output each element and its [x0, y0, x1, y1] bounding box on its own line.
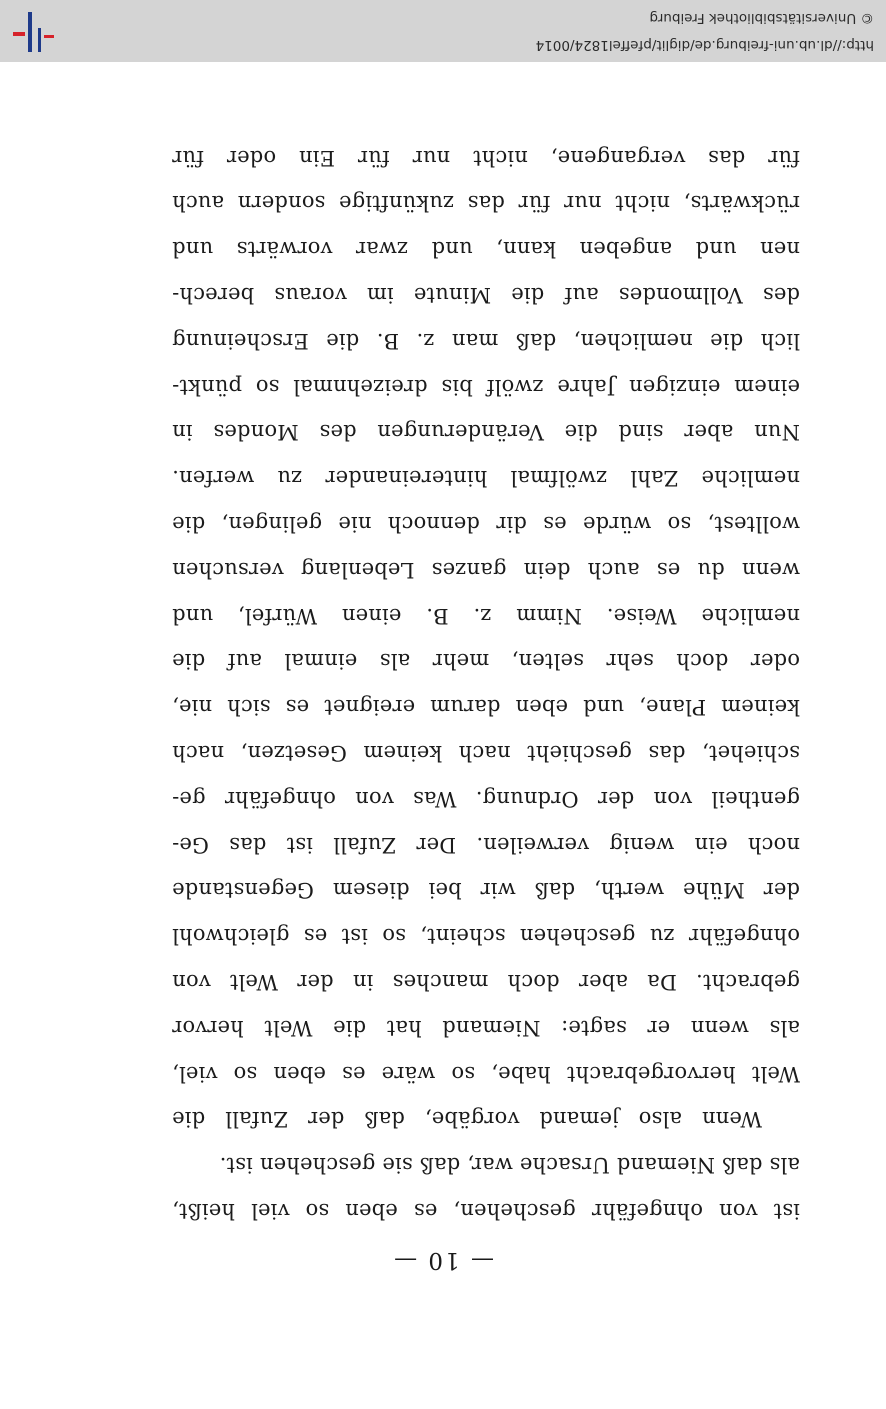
text-line: gentheil von der Ordnung. Was von ohngefähr ge- — [172, 786, 800, 811]
text-line: für das vergangene, nicht nur für Ein oder für — [172, 145, 800, 170]
text-line: des Vollmondes auf die Minute im voraus berech- — [172, 283, 800, 308]
text-line: ohngefähr zu geschehen scheint, so ist es gleichwohl — [172, 924, 800, 949]
text-line: Nun aber sind die Veränderungen des Mondes in — [172, 420, 800, 445]
text-line: der Mühe werth, daß wir bei diesem Gegenstande — [172, 878, 800, 903]
footer-bar — [0, 0, 886, 62]
ub-freiburg-logo-icon — [12, 10, 54, 52]
text-line: schiehet, das geschieht nach keinem Gesetzen, nach — [172, 741, 800, 766]
text-line: oder doch sehr selten, mehr als einmal auf die — [172, 649, 800, 674]
text-line: ist von ohngefähr geschehen, es eben so viel heißt, — [172, 1199, 800, 1223]
copyright-notice: © Universitätsbibliothek Freiburg — [649, 10, 874, 26]
text-line: Welt hervorgebracht habe, so wäre es eben so viel, — [172, 1061, 800, 1086]
text-line: nemliche Zahl zwölfmal hintereinander zu werfen. — [172, 466, 800, 491]
text-line: wolltest, so würde es dir dennoch nie gelingen, die — [172, 512, 800, 537]
text-line: als wenn er sagte: Niemand hat die Welt hervor — [172, 1015, 800, 1040]
text-line: nen und angeben kann, und zwar vorwärts und — [172, 237, 800, 262]
text-line: rückwärts, nicht nur für das zukünftige sondern auch — [172, 191, 800, 216]
book-page — [0, 62, 886, 1409]
page-number: — 10 — — [392, 1247, 494, 1273]
text-line: nemliche Weise. Nimm z. B. einen Würfel, und — [172, 603, 800, 628]
text-line: wenn du es auch dein ganzes Lebenlang versuchen — [172, 557, 800, 582]
page-body-text — [172, 134, 800, 1233]
text-line: einem einzigen Jahre zwölf bis dreizehnmal so pünkt- — [172, 374, 800, 399]
source-url-link[interactable]: http://dl.ub.uni-freiburg.de/diglit/pfeffel1824/0014 — [535, 37, 874, 53]
text-line: gebracht. Da aber doch manches in der Welt von — [172, 970, 800, 995]
text-line: lich die nemlichen, daß man z. B. die Erscheinung — [172, 328, 800, 353]
text-line: Wenn also jemand vorgäbe, daß der Zufall die — [172, 1107, 762, 1132]
text-line: noch ein wenig verweilen. Der Zufall ist das Ge- — [172, 832, 800, 857]
text-line: als daß Niemand Ursache war, daß sie geschehen ist. — [219, 1153, 800, 1178]
text-line: keinem Plane, und eben darum ereignet es sich nie, — [172, 695, 800, 720]
